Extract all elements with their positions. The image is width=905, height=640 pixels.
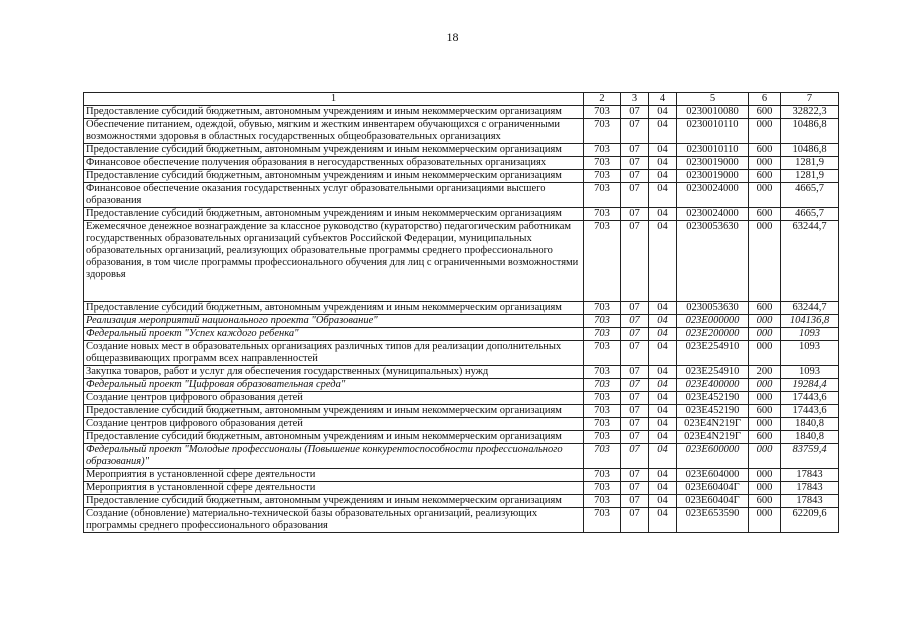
row-amount: 32822,3: [781, 106, 839, 119]
row-section-code: 703: [584, 392, 621, 405]
row-name: Создание центров цифрового образования детей: [84, 392, 584, 405]
row-subsection-code: 07: [621, 341, 649, 366]
row-name: Реализация мероприятий национального проекта "Образование": [84, 315, 584, 328]
row-name: Предоставление субсидий бюджетным, автономным учреждениям и иным некоммерческим организациям: [84, 431, 584, 444]
table-row: [84, 157, 839, 170]
row-name: Предоставление субсидий бюджетным, автономным учреждениям и иным некоммерческим организациям: [84, 405, 584, 418]
row-target-article: 0230010110: [677, 119, 749, 144]
row-section-code: 703: [584, 119, 621, 144]
row-section-code: 703: [584, 508, 621, 533]
table-row: [84, 379, 839, 392]
row-expense-type: 000: [749, 379, 781, 392]
row-target-article: 023E254910: [677, 341, 749, 366]
row-section-code: 703: [584, 221, 621, 302]
row-name: Мероприятия в установленной сфере деятельности: [84, 469, 584, 482]
row-expense-type: 000: [749, 508, 781, 533]
row-subsection-code: 07: [621, 431, 649, 444]
row-subsection-code-2: 04: [649, 418, 677, 431]
row-expense-type: 000: [749, 341, 781, 366]
row-name: Создание новых мест в образовательных организациях различных типов для реализации дополнительных общеразвивающих программ всех направленностей: [84, 341, 584, 366]
row-name: Закупка товаров, работ и услуг для обеспечения государственных (муниципальных) нужд: [84, 366, 584, 379]
row-expense-type: 000: [749, 119, 781, 144]
row-target-article: 0230019000: [677, 157, 749, 170]
row-subsection-code: 07: [621, 315, 649, 328]
row-amount: 1093: [781, 328, 839, 341]
row-name: Федеральный проект "Успех каждого ребенка": [84, 328, 584, 341]
row-subsection-code: 07: [621, 106, 649, 119]
row-amount: 17443,6: [781, 392, 839, 405]
row-target-article: 0230053630: [677, 221, 749, 302]
page-number: 18: [446, 30, 459, 44]
table-header-row: [84, 93, 839, 106]
column-header-1: 1: [84, 93, 584, 106]
row-name: Создание (обновление) материально-технической базы образовательных организаций, реализующих программы среднего профессионального образования: [84, 508, 584, 533]
row-subsection-code-2: 04: [649, 379, 677, 392]
row-amount: 10486,8: [781, 119, 839, 144]
table-row: [84, 405, 839, 418]
row-amount: 1093: [781, 366, 839, 379]
row-subsection-code: 07: [621, 508, 649, 533]
row-amount: 10486,8: [781, 144, 839, 157]
row-amount: 4665,7: [781, 183, 839, 208]
row-expense-type: 600: [749, 208, 781, 221]
row-name: Создание центров цифрового образования детей: [84, 418, 584, 431]
table-row: [84, 119, 839, 144]
row-amount: 62209,6: [781, 508, 839, 533]
row-amount: 1093: [781, 341, 839, 366]
row-subsection-code: 07: [621, 183, 649, 208]
table-row: [84, 315, 839, 328]
row-subsection-code: 07: [621, 157, 649, 170]
row-subsection-code-2: 04: [649, 119, 677, 144]
row-amount: 19284,4: [781, 379, 839, 392]
table-row: [84, 302, 839, 315]
row-subsection-code: 07: [621, 379, 649, 392]
row-subsection-code-2: 04: [649, 431, 677, 444]
row-expense-type: 600: [749, 495, 781, 508]
row-target-article: 023E4N219Г: [677, 418, 749, 431]
row-name: Финансовое обеспечение оказания государственных услуг образовательными организациями высшего образования: [84, 183, 584, 208]
row-subsection-code-2: 04: [649, 366, 677, 379]
table-row: [84, 392, 839, 405]
row-subsection-code: 07: [621, 208, 649, 221]
row-subsection-code-2: 04: [649, 170, 677, 183]
row-subsection-code: 07: [621, 392, 649, 405]
row-section-code: 703: [584, 208, 621, 221]
table-row: [84, 444, 839, 469]
row-amount: 17843: [781, 495, 839, 508]
row-subsection-code: 07: [621, 482, 649, 495]
row-subsection-code: 07: [621, 469, 649, 482]
row-amount: 1840,8: [781, 431, 839, 444]
row-expense-type: 000: [749, 328, 781, 341]
row-expense-type: 000: [749, 469, 781, 482]
row-amount: 1281,9: [781, 157, 839, 170]
column-header-7: 7: [781, 93, 839, 106]
column-header-5: 5: [677, 93, 749, 106]
row-section-code: 703: [584, 302, 621, 315]
row-section-code: 703: [584, 495, 621, 508]
row-subsection-code: 07: [621, 144, 649, 157]
row-section-code: 703: [584, 379, 621, 392]
row-target-article: 0230019000: [677, 170, 749, 183]
row-subsection-code-2: 04: [649, 221, 677, 302]
row-name: Обеспечение питанием, одеждой, обувью, мягким и жестким инвентарем обучающихся с ограниченными возможностями здоровья в областных государственных общеобразовательных организациях: [84, 119, 584, 144]
row-name: Предоставление субсидий бюджетным, автономным учреждениям и иным некоммерческим организациям: [84, 170, 584, 183]
row-name: Предоставление субсидий бюджетным, автономным учреждениям и иным некоммерческим организациям: [84, 106, 584, 119]
row-subsection-code-2: 04: [649, 144, 677, 157]
row-target-article: 0230024000: [677, 208, 749, 221]
row-section-code: 703: [584, 315, 621, 328]
row-amount: 63244,7: [781, 302, 839, 315]
row-expense-type: 000: [749, 157, 781, 170]
row-subsection-code: 07: [621, 221, 649, 302]
row-section-code: 703: [584, 144, 621, 157]
table-row: [84, 144, 839, 157]
row-subsection-code-2: 04: [649, 302, 677, 315]
row-target-article: 023E600000: [677, 444, 749, 469]
row-expense-type: 000: [749, 482, 781, 495]
row-subsection-code: 07: [621, 366, 649, 379]
row-expense-type: 600: [749, 405, 781, 418]
row-section-code: 703: [584, 341, 621, 366]
row-amount: 1840,8: [781, 418, 839, 431]
row-section-code: 703: [584, 170, 621, 183]
row-target-article: 0230053630: [677, 302, 749, 315]
row-subsection-code-2: 04: [649, 315, 677, 328]
table-row: [84, 170, 839, 183]
row-subsection-code-2: 04: [649, 508, 677, 533]
budget-table: [83, 92, 839, 533]
row-target-article: 023E604000: [677, 469, 749, 482]
row-section-code: 703: [584, 157, 621, 170]
table-row: [84, 328, 839, 341]
row-name: Ежемесячное денежное вознаграждение за классное руководство (кураторство) педагогическим работникам государственных образовательных организаций субъектов Российской Федерации, муниципальных образовательных организаций, реализующих образовательные программы среднего профессионального образования, в том числе программы профессионального обучения для лиц с ограниченными возможностями здоровья: [84, 221, 584, 302]
row-amount: 83759,4: [781, 444, 839, 469]
row-name: Финансовое обеспечение получения образования в негосударственных образовательных организациях: [84, 157, 584, 170]
column-header-4: 4: [649, 93, 677, 106]
table-row: [84, 366, 839, 379]
row-amount: 4665,7: [781, 208, 839, 221]
table-row: [84, 106, 839, 119]
row-expense-type: 000: [749, 444, 781, 469]
row-subsection-code: 07: [621, 302, 649, 315]
table-row: [84, 208, 839, 221]
row-target-article: 023E4N219Г: [677, 431, 749, 444]
row-expense-type: 200: [749, 366, 781, 379]
row-section-code: 703: [584, 469, 621, 482]
row-subsection-code: 07: [621, 170, 649, 183]
row-expense-type: 000: [749, 418, 781, 431]
row-name: Предоставление субсидий бюджетным, автономным учреждениям и иным некоммерческим организациям: [84, 495, 584, 508]
row-name: Предоставление субсидий бюджетным, автономным учреждениям и иным некоммерческим организациям: [84, 208, 584, 221]
row-expense-type: 600: [749, 431, 781, 444]
row-subsection-code-2: 04: [649, 469, 677, 482]
row-amount: 1281,9: [781, 170, 839, 183]
row-subsection-code-2: 04: [649, 482, 677, 495]
row-name: Мероприятия в установленной сфере деятельности: [84, 482, 584, 495]
table-row: [84, 469, 839, 482]
row-target-article: 023E400000: [677, 379, 749, 392]
table-row: [84, 418, 839, 431]
row-subsection-code: 07: [621, 495, 649, 508]
row-expense-type: 000: [749, 221, 781, 302]
row-section-code: 703: [584, 183, 621, 208]
column-header-2: 2: [584, 93, 621, 106]
row-amount: 104136,8: [781, 315, 839, 328]
row-subsection-code: 07: [621, 405, 649, 418]
row-amount: 17843: [781, 482, 839, 495]
row-expense-type: 600: [749, 144, 781, 157]
row-section-code: 703: [584, 366, 621, 379]
row-subsection-code-2: 04: [649, 341, 677, 366]
row-expense-type: 000: [749, 183, 781, 208]
row-subsection-code-2: 04: [649, 495, 677, 508]
row-target-article: 0230024000: [677, 183, 749, 208]
row-target-article: 023E000000: [677, 315, 749, 328]
row-section-code: 703: [584, 106, 621, 119]
table-row: [84, 341, 839, 366]
row-target-article: 023E200000: [677, 328, 749, 341]
row-name: Федеральный проект "Цифровая образовательная среда": [84, 379, 584, 392]
row-section-code: 703: [584, 328, 621, 341]
row-target-article: 0230010080: [677, 106, 749, 119]
row-amount: 17843: [781, 469, 839, 482]
row-expense-type: 000: [749, 392, 781, 405]
row-section-code: 703: [584, 444, 621, 469]
row-target-article: 023E254910: [677, 366, 749, 379]
row-subsection-code-2: 04: [649, 444, 677, 469]
row-subsection-code-2: 04: [649, 208, 677, 221]
row-section-code: 703: [584, 482, 621, 495]
table-row: [84, 221, 839, 302]
row-name: Федеральный проект "Молодые профессионалы (Повышение конкурентоспособности профессионального образования)": [84, 444, 584, 469]
row-target-article: 023E60404Г: [677, 495, 749, 508]
row-name: Предоставление субсидий бюджетным, автономным учреждениям и иным некоммерческим организациям: [84, 144, 584, 157]
row-expense-type: 000: [749, 315, 781, 328]
row-subsection-code-2: 04: [649, 157, 677, 170]
row-subsection-code: 07: [621, 418, 649, 431]
row-amount: 17443,6: [781, 405, 839, 418]
row-target-article: 023E452190: [677, 405, 749, 418]
row-target-article: 023E60404Г: [677, 482, 749, 495]
row-subsection-code-2: 04: [649, 183, 677, 208]
table-row: [84, 431, 839, 444]
table-row: [84, 495, 839, 508]
row-subsection-code-2: 04: [649, 328, 677, 341]
row-subsection-code: 07: [621, 328, 649, 341]
row-section-code: 703: [584, 405, 621, 418]
column-header-6: 6: [749, 93, 781, 106]
row-amount: 63244,7: [781, 221, 839, 302]
column-header-3: 3: [621, 93, 649, 106]
row-section-code: 703: [584, 431, 621, 444]
table-body: [84, 106, 839, 533]
row-subsection-code: 07: [621, 444, 649, 469]
table-row: [84, 183, 839, 208]
row-target-article: 0230010110: [677, 144, 749, 157]
row-expense-type: 600: [749, 302, 781, 315]
row-subsection-code-2: 04: [649, 106, 677, 119]
table-row: [84, 482, 839, 495]
row-section-code: 703: [584, 418, 621, 431]
row-subsection-code-2: 04: [649, 405, 677, 418]
row-name: Предоставление субсидий бюджетным, автономным учреждениям и иным некоммерческим организациям: [84, 302, 584, 315]
row-expense-type: 600: [749, 170, 781, 183]
table-row: [84, 508, 839, 533]
row-subsection-code: 07: [621, 119, 649, 144]
row-subsection-code-2: 04: [649, 392, 677, 405]
row-expense-type: 600: [749, 106, 781, 119]
row-target-article: 023E653590: [677, 508, 749, 533]
row-target-article: 023E452190: [677, 392, 749, 405]
